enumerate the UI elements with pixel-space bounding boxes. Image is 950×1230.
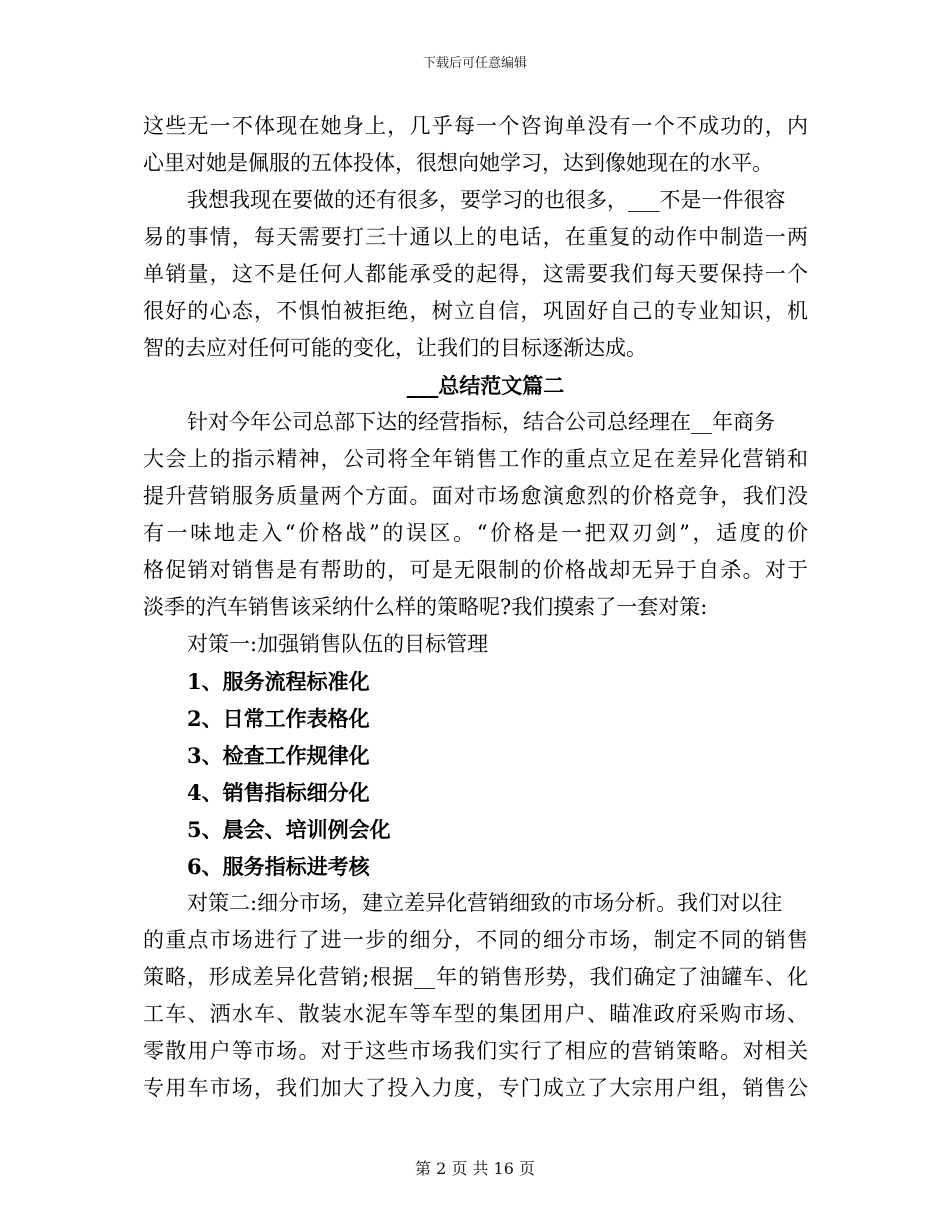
page-header-note: 下载后可任意编辑	[422, 56, 527, 71]
section-title: ___总结范文篇二	[406, 373, 565, 398]
text-line: 很好的心态，不惧怕被拒绝，树立自信，巩固好自己的专业知识，机	[143, 299, 808, 323]
text-line: 淡季的汽车销售该采纳什么样的策略呢?我们摸索了一套对策:	[143, 595, 708, 619]
paragraph-1	[143, 108, 808, 182]
list-item: 4、销售指标细分化	[187, 780, 370, 805]
paragraph-3	[143, 404, 808, 626]
text-line: 对策二:细分市场，建立差异化营销细致的市场分析。我们对以往	[187, 891, 783, 915]
text-line: 专用车市场，我们加大了投入力度，专门成立了大宗用户组，销售公	[143, 1076, 808, 1100]
list-item: 1、服务流程标准化	[187, 669, 370, 694]
text-line: 零散用户等市场。对于这些市场我们实行了相应的营销策略。对相关	[143, 1039, 808, 1063]
text-line: 策略，形成差异化营销;根据__年的销售形势，我们确定了油罐车、化	[143, 965, 808, 989]
document-body	[143, 108, 808, 1107]
text-line: 我想我现在要做的还有很多，要学习的也很多，___不是一件很容	[187, 188, 786, 212]
list-item: 3、检查工作规律化	[187, 743, 370, 768]
text-line: 单销量，这不是任何人都能承受的起得，这需要我们每天要保持一个	[143, 262, 808, 286]
list-item: 2、日常工作表格化	[187, 706, 370, 731]
paragraph-2	[143, 182, 808, 367]
strategy-one-list	[143, 663, 808, 885]
paragraph-4	[143, 885, 808, 1107]
list-item: 5、晨会、培训例会化	[187, 817, 391, 842]
text-line: 工车、洒水车、散装水泥车等车型的集团用户、瞄准政府采购市场、	[143, 1002, 808, 1026]
text-line: 智的去应对任何可能的变化，让我们的目标逐渐达成。	[143, 336, 647, 360]
text-line: 提升营销服务质量两个方面。面对市场愈演愈烈的价格竞争，我们没	[143, 484, 808, 508]
text-line: 这些无一不体现在她身上，几乎每一个咨询单没有一个不成功的，内	[143, 114, 808, 138]
text-line: 心里对她是佩服的五体投体，很想向她学习，达到像她现在的水平。	[143, 151, 773, 175]
text-line: 有一味地走入“价格战”的误区。“价格是一把双刃剑”，适度的价	[143, 521, 808, 545]
text-line: 的重点市场进行了进一步的细分，不同的细分市场，制定不同的销售	[143, 928, 808, 952]
page-number-footer: 第 2 页 共 16 页	[415, 1159, 535, 1178]
text-line: 格促销对销售是有帮助的，可是无限制的价格战却无异于自杀。对于	[143, 558, 808, 582]
text-line: 针对今年公司总部下达的经营指标，结合公司总经理在__年商务	[187, 410, 775, 434]
text-line: 大会上的指示精神，公司将全年销售工作的重点立足在差异化营销和	[143, 447, 808, 471]
text-line: 易的事情，每天需要打三十通以上的电话，在重复的动作中制造一两	[143, 225, 808, 249]
strategy-one-heading: 对策一:加强销售队伍的目标管理	[187, 632, 489, 656]
list-item: 6、服务指标进考核	[187, 854, 370, 879]
